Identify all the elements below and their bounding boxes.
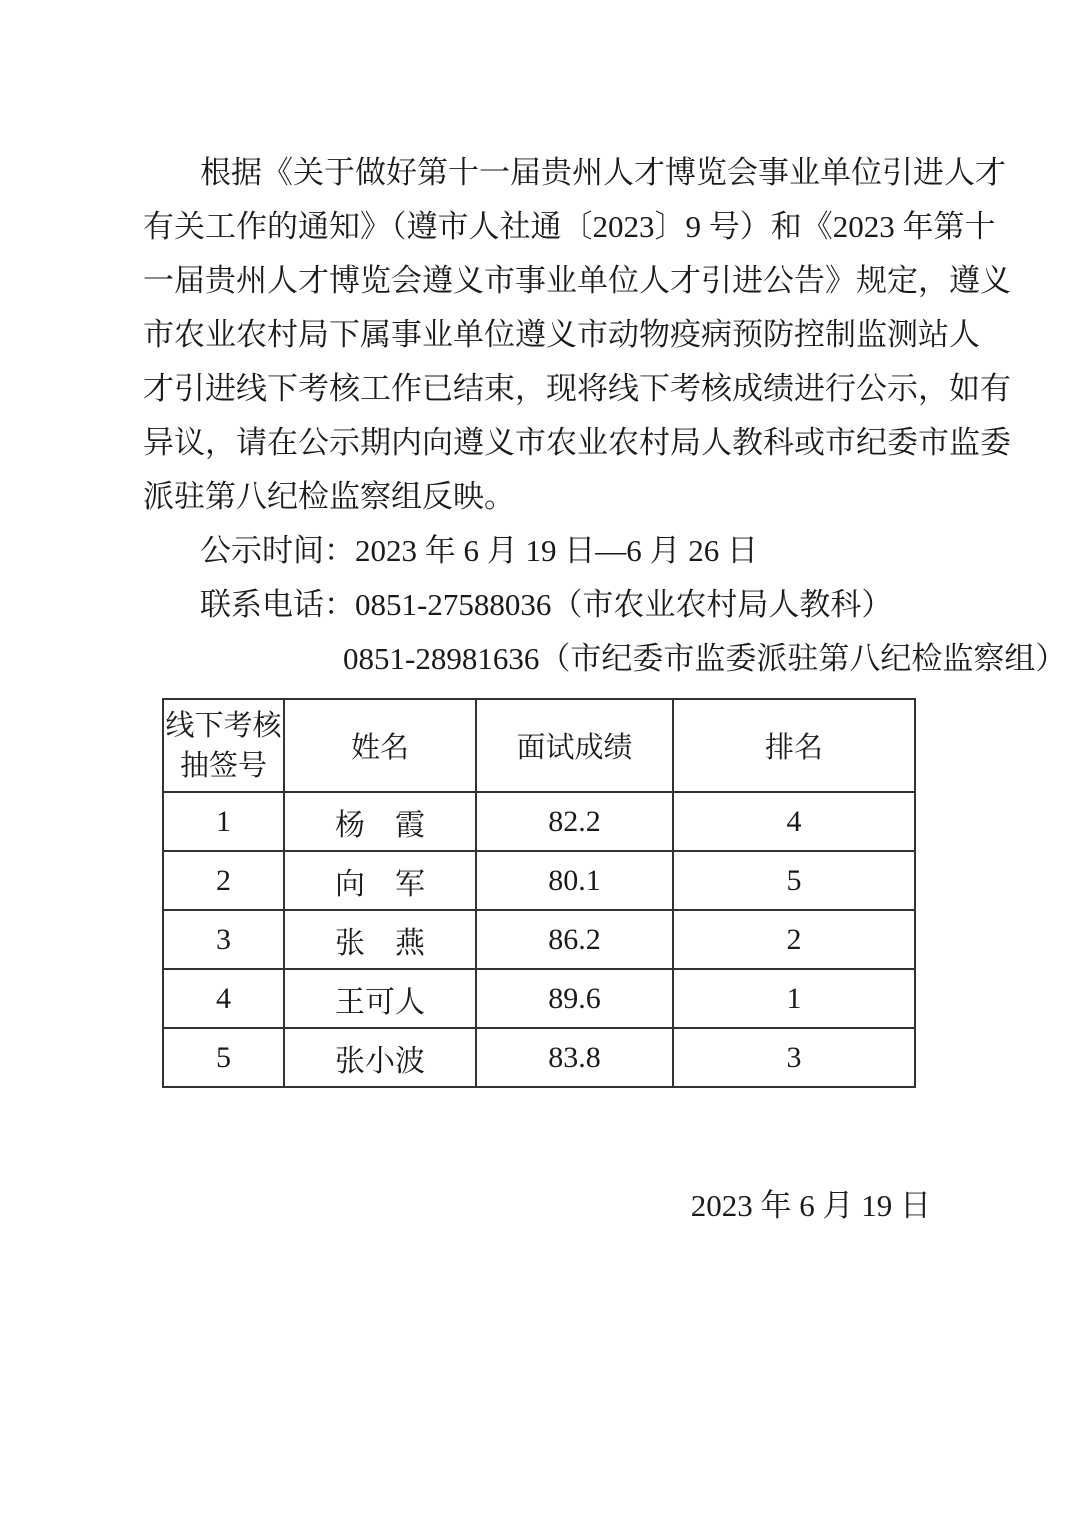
header-lottery-line1: 线下考核 xyxy=(165,709,282,742)
contact-line-1: 联系电话：0851-27588036（市农业农村局人教科） xyxy=(200,587,893,622)
table-row xyxy=(163,851,915,910)
table-row xyxy=(163,1028,915,1087)
paragraph-line: 异议，请在公示期内向遵义市农业农村局人教科或市纪委市监委 xyxy=(143,425,1011,460)
cell-score: 83.8 xyxy=(476,1028,673,1087)
paragraph-line: 才引进线下考核工作已结束，现将线下考核成绩进行公示，如有 xyxy=(143,371,1011,406)
paragraph-line: 市农业农村局下属事业单位遵义市动物疫病预防控制监测站人 xyxy=(143,317,980,352)
cell-rank: 2 xyxy=(673,910,915,969)
header-lottery-line2: 抽签号 xyxy=(179,749,267,782)
document-page xyxy=(143,146,1067,1233)
scores-table xyxy=(162,698,916,1088)
contact-line-2: 0851-28981636（市纪委市监委派驻第八纪检监察组） xyxy=(343,641,1067,676)
table-row xyxy=(163,792,915,851)
paragraph-line: 有关工作的通知》（遵市人社通〔2023〕9 号）和《2023 年第十 xyxy=(143,209,996,244)
table-row xyxy=(163,910,915,969)
cell-rank: 5 xyxy=(673,851,915,910)
cell-score: 89.6 xyxy=(476,969,673,1028)
publicity-time-line: 公示时间：2023 年 6 月 19 日—6 月 26 日 xyxy=(200,533,758,568)
header-cell-name: 姓名 xyxy=(284,699,476,792)
cell-lottery-number: 2 xyxy=(163,851,284,910)
header-cell-rank: 排名 xyxy=(673,699,915,792)
cell-rank: 4 xyxy=(673,792,915,851)
cell-score: 80.1 xyxy=(476,851,673,910)
header-cell-interview-score: 面试成绩 xyxy=(476,699,673,792)
cell-score: 86.2 xyxy=(476,910,673,969)
paragraph-line: 根据《关于做好第十一届贵州人才博览会事业单位引进人才 xyxy=(200,155,1006,190)
cell-name: 张小波 xyxy=(284,1028,476,1087)
cell-lottery-number: 3 xyxy=(163,910,284,969)
cell-lottery-number: 4 xyxy=(163,969,284,1028)
cell-lottery-number: 5 xyxy=(163,1028,284,1087)
cell-rank: 1 xyxy=(673,969,915,1028)
table-row xyxy=(163,969,915,1028)
paragraph-line: 一届贵州人才博览会遵义市事业单位人才引进公告》规定，遵义 xyxy=(143,263,1011,298)
paragraph-line: 派驻第八纪检监察组反映。 xyxy=(143,479,515,514)
cell-score: 82.2 xyxy=(476,792,673,851)
table-header-row xyxy=(163,699,915,792)
document-date: 2023 年 6 月 19 日 xyxy=(690,1188,931,1223)
cell-name: 杨 霞 xyxy=(284,792,476,851)
body-paragraph xyxy=(143,146,1011,524)
cell-name: 张 燕 xyxy=(284,910,476,969)
header-cell-lottery-number xyxy=(163,699,284,792)
cell-lottery-number: 1 xyxy=(163,792,284,851)
cell-rank: 3 xyxy=(673,1028,915,1087)
cell-name: 向 军 xyxy=(284,851,476,910)
cell-name: 王可人 xyxy=(284,969,476,1028)
